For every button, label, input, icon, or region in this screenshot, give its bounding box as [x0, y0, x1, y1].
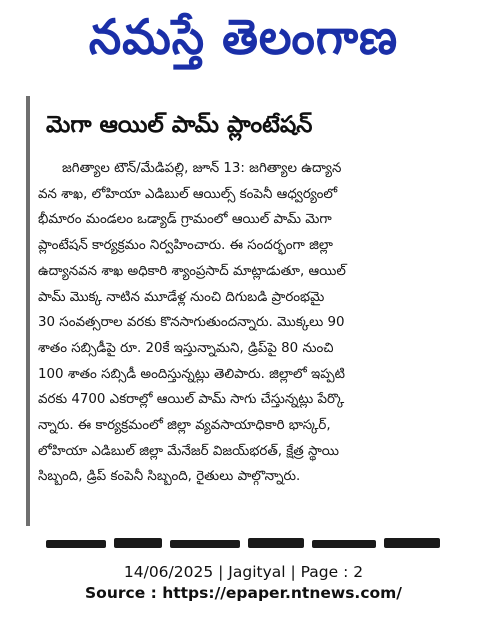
source-link[interactable]: Source : https://epaper.ntnews.com/ [85, 584, 402, 602]
article-line: సిబ్బంది, డ్రిప్ కంపెనీ సిబ్బంది, రైతులు పాల్గొన్నారు. [38, 469, 301, 485]
edition-info: 14/06/2025 | Jagityal | Page : 2 [123, 563, 364, 581]
article-line: జగిత్యాల టౌన్/మేడిపల్లి, జూన్ 13: జగిత్యాల ఉద్యాన [62, 161, 342, 176]
article-line: వరకు 4700 ఎకరాల్లో ఆయిల్ పామ్ సాగు చేస్తున్నట్లు పేర్కొ [38, 392, 345, 408]
masthead [0, 0, 487, 86]
next-article-cutoff [38, 532, 448, 550]
article-line: ఉద్యానవన శాఖ అధికారి శ్యాంప్రసాద్ మాట్లాడుతూ, ఆయిల్ [38, 263, 346, 279]
article-line: పామ్ మొక్క నాటిన మూడేళ్ల నుంచి దిగుబడి ప్రారంభమై [38, 289, 325, 305]
article-line: న్నారు. ఈ కార్యక్రమంలో జిల్లా వ్యవసాయాధికారి భాస్కర్, [38, 418, 331, 434]
article-line: భీమారం మండలం ఒడ్యాడ్ గ్రామంలో ఆయిల్ పామ్ మెగా [38, 212, 332, 228]
clipping-footer [0, 562, 487, 621]
article-body [38, 156, 448, 490]
article-line: ప్లాంటేషన్ కార్యక్రమం నిర్వహించారు. ఈ సందర్భంగా జిల్లా [38, 238, 333, 254]
article-line: 30 సంవత్సరాల వరకు కొనసాగుతుందన్నారు. మొక్కలు 90 [38, 315, 345, 331]
masthead-title: నమస్తే తెలంగాణ [88, 8, 399, 66]
article-line: శాతం సబ్సిడీపై రూ. 20కే ఇస్తున్నామని, డ్రిప్‌పై 80 నుంచి [38, 340, 334, 356]
article [38, 98, 448, 490]
article-line: వన శాఖ, లోహియా ఎడిబుల్ ఆయిల్స్ కంపెనీ ఆధ్వర్యంలో [38, 186, 338, 202]
article-line: లోహియా ఎడిబుల్ జిల్లా మేనేజర్ విజయ్‌భరత్, క్షేత్ర స్థాయి [38, 443, 339, 459]
article-line: 100 శాతం సబ్సిడీ అందిస్తున్నట్లు తెలిపారు. జిల్లాలో ఇప్పటి [38, 366, 345, 382]
column-rule [26, 96, 30, 526]
cutoff-headline-fragment [38, 532, 448, 550]
article-headline: మెగా ఆయిల్ పామ్ ప్లాంటేషన్ [46, 112, 313, 138]
